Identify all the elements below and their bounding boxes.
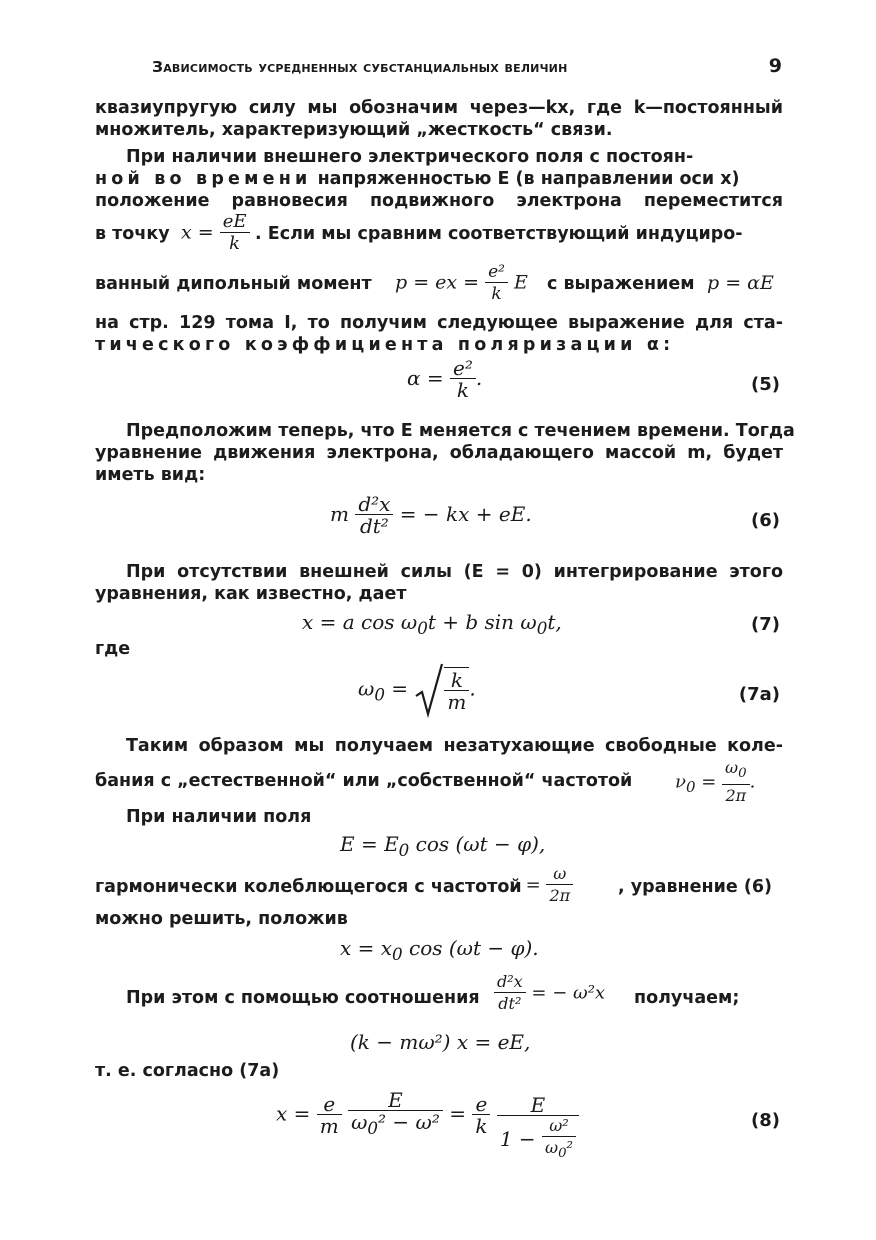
- text-line: Таким образом мы получаем незатухающие свободные коле-: [126, 736, 783, 756]
- equation-8: x = $\frac{e}{m}$ $\frac{E}{\omega_0^2 - \omega^2}$ = $\frac{e}{k}$ E 1 − $\frac{\text{ω²}}{\omega_0^2}$: [276, 1090, 579, 1166]
- text-line: на стр. 129 тома I, то получим следующее выражение для ста-: [95, 313, 783, 333]
- text-line-part: с выражением: [547, 274, 695, 294]
- text-line-part: гармонически колеблющегося с частотой: [95, 877, 522, 897]
- equation-7a: $\omega_0$ = $\frac{k}{m}$ .: [358, 662, 476, 718]
- fraction: $\frac{\text{d²x}}{\text{dt²}}$: [494, 972, 526, 1015]
- field-equation: $E = E_0$ cos (ωt − φ),: [340, 832, 546, 860]
- text-line-with-formula: [95, 212, 783, 262]
- text-line-with-formula: [95, 758, 783, 804]
- fraction: $\frac{\omega}{2\pi}$: [546, 864, 573, 907]
- text-line: тического коэффициента поляризации α:: [95, 335, 675, 355]
- equation-7: x = a $\cos \omega_0t + b$ $\sin \omega_0t$,: [302, 610, 562, 638]
- text-line: уравнение движения электрона, обладающего массой m, будет: [95, 443, 783, 463]
- radical-sign-icon: [414, 662, 444, 718]
- fraction: E 1 − $\frac{\text{ω²}}{\omega_0^2}$: [497, 1095, 579, 1165]
- fraction: $\frac{E}{\omega_0^2 - \omega^2}$: [348, 1090, 443, 1140]
- page-header: [152, 55, 782, 80]
- fraction: $\frac{\text{ω²}}{\omega_0^2}$: [542, 1116, 576, 1165]
- text-line: При наличии поля: [126, 807, 312, 827]
- inline-formula-p-ex: p = ex = $\frac{\text{e²}}{k}$ E: [395, 262, 528, 304]
- equation-7-label: (7): [751, 614, 780, 635]
- inline-formula-x-eE-over-k: x = $\frac{eE}{k}$: [181, 212, 250, 255]
- inline-formula-nu: ν = $\frac{\omega}{2\pi}$: [509, 864, 573, 907]
- square-root: [414, 662, 469, 718]
- text-line-part: получаем;: [634, 988, 740, 1008]
- solution-equation: $x = x_0$ cos (ωt − φ).: [340, 936, 539, 964]
- text-line: где: [95, 639, 131, 659]
- text-line: уравнения, как известно, дает: [95, 584, 407, 604]
- text-line: т. е. согласно (7а): [95, 1061, 280, 1081]
- text-line: [126, 146, 783, 168]
- text-line: При отсутствии внешней силы (E = 0) интегрирование этого: [126, 562, 783, 582]
- inline-formula-p-alpha-E: p = αE: [707, 272, 774, 294]
- text-line-part: . Если мы сравним соответствующий индуциро-: [255, 224, 743, 244]
- fraction: $\frac{\text{e²}}{k}$: [450, 358, 476, 401]
- fraction: $\frac{k}{m}$: [444, 667, 469, 713]
- text-line: квазиупругую силу мы обозначим через—kx, где k—постоянный: [95, 98, 783, 118]
- fraction: $\frac{\text{d²x}}{\text{dt²}}$: [355, 494, 393, 537]
- inline-formula-second-derivative: $\frac{\text{d²x}}{\text{dt²}}$ = − ω²x: [494, 972, 605, 1015]
- text-line: положение равновесия подвижного электрона переместится: [95, 191, 783, 211]
- fraction: $\frac{\omega_0}{2\pi}$: [722, 758, 750, 807]
- text-line-part: бания с „естественной“ или „собственной“ частотой: [95, 771, 633, 791]
- page-number: 9: [768, 55, 782, 77]
- text-line-part: в точку: [95, 224, 170, 244]
- inline-formula-nu0: $\nu_0$ = $\frac{\omega_0}{2\pi}$ .: [675, 758, 756, 806]
- intermediate-equation: (k − mω²) x = eE,: [350, 1030, 531, 1054]
- running-title: Зависимость усредненных субстанциальных величин: [152, 58, 568, 76]
- fraction: $\frac{eE}{k}$: [220, 212, 250, 255]
- text-line: иметь вид:: [95, 465, 206, 485]
- fraction: $\frac{e}{k}$: [472, 1094, 490, 1137]
- text-line-part: ванный дипольный момент: [95, 274, 372, 294]
- equation-5: α = $\frac{\text{e²}}{k}$ .: [407, 356, 483, 402]
- text-line-with-formula: [126, 972, 783, 1020]
- fraction: $\frac{\text{e²}}{k}$: [485, 262, 508, 305]
- equation-7a-label: (7а): [738, 684, 780, 705]
- text-line: множитель, характеризующий „жесткость“ связи.: [95, 120, 613, 140]
- text-line: можно решить, положив: [95, 909, 348, 929]
- equation-5-label: (5): [751, 374, 780, 395]
- text-line: Предположим теперь, что E меняется с течением времени. Тогда: [126, 421, 795, 441]
- text-line-part: При этом с помощью соотношения: [126, 988, 480, 1008]
- text-line-part: , уравнение (6): [618, 877, 773, 897]
- text-line-with-formula: [95, 262, 783, 312]
- text-line-with-formula: [95, 864, 783, 910]
- equation-6-label: (6): [751, 510, 780, 531]
- equation-8-label: (8): [751, 1110, 780, 1131]
- equation-6: m $\frac{\text{d²x}}{\text{dt²}}$ = − kx + eE.: [330, 492, 532, 538]
- text-line-part: напряженностью E (в направлении оси x): [317, 169, 740, 189]
- fraction: $\frac{e}{m}$: [317, 1094, 342, 1137]
- text-line: [95, 168, 783, 190]
- spaced-phrase: ной во времени: [95, 169, 312, 189]
- text-line-part: При наличии внешнего электрического поля с постоян-: [126, 147, 694, 167]
